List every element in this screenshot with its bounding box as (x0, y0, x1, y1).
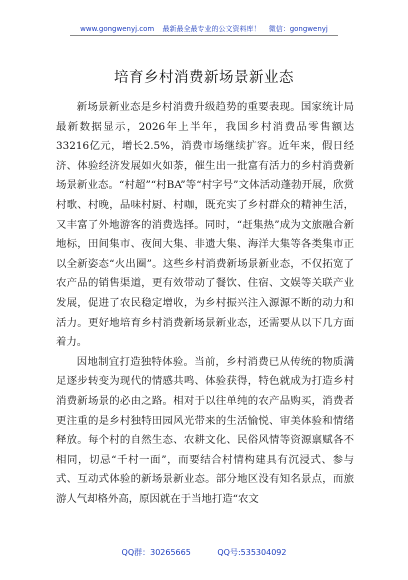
wechat-id: 微信：gongwenyj (268, 25, 328, 33)
header-divider (70, 35, 338, 36)
website-link[interactable]: www.gongwenyj.com (80, 25, 155, 33)
document-body (56, 98, 354, 509)
qq-number: QQ号:535304092 (217, 548, 287, 557)
qq-group: QQ群：30265665 (121, 548, 191, 557)
header-slogan: 最新最全最专业的公文资料库！ (162, 25, 261, 33)
document-title: 培育乡村消费新场景新业态 (114, 70, 294, 86)
body-paragraph: 因地制宜打造独特体验。当前，乡村消费已从传统的物质满足逐步转变为现代的情感共鸣、体验获得，特色就成为打造乡村消费新场景的必由之路。相对于以往单纯的农产品购买，消费者更注重的是乡村独特田园风光带来的生活愉悦、审美体验和情绪释放。每个村的自然生态、农耕文化、民俗风情等资源禀赋各不相同，切忌“千村一面”，而要结合村情构建具有沉浸式、参与式、互动式体验的新场景新业态。部分地区没有知名景点，而旅游人气却格外高，原因就在于当地打造“农文 (56, 355, 354, 505)
site-header (0, 24, 408, 34)
body-paragraph: 新场景新业态是乡村消费升级趋势的重要表现。国家统计局最新数据显示，2026年上半年，我国乡村消费品零售额达33216亿元，增长2.5%，消费市场继续扩容。近年来，假日经济、体验经济发展如火如荼，催生出一批富有活力的乡村消费新场景新业态。“村超”“村BA”等“村字号”文体活动蓬勃开展，欣赏村歌、村晚，品味村厨、村咖，既充实了乡村群众的精神生活，又丰富了外地游客的消费选择。同时，“赶集热”成为文旅融合新地标，田间集市、夜间大集、非遗大集、海洋大集等各类集市正以全新姿态“火出圈”。这些乡村消费新场景新业态，不仅拓宽了农产品的销售渠道，更有效带动了餐饮、住宿、文娱等关联产业发展，促进了农民稳定增收，为乡村振兴注入源源不断的动力和活力。更好地培育乡村消费新场景新业态，还需要从以下几方面着力。 (56, 101, 354, 349)
page-footer (0, 547, 408, 558)
